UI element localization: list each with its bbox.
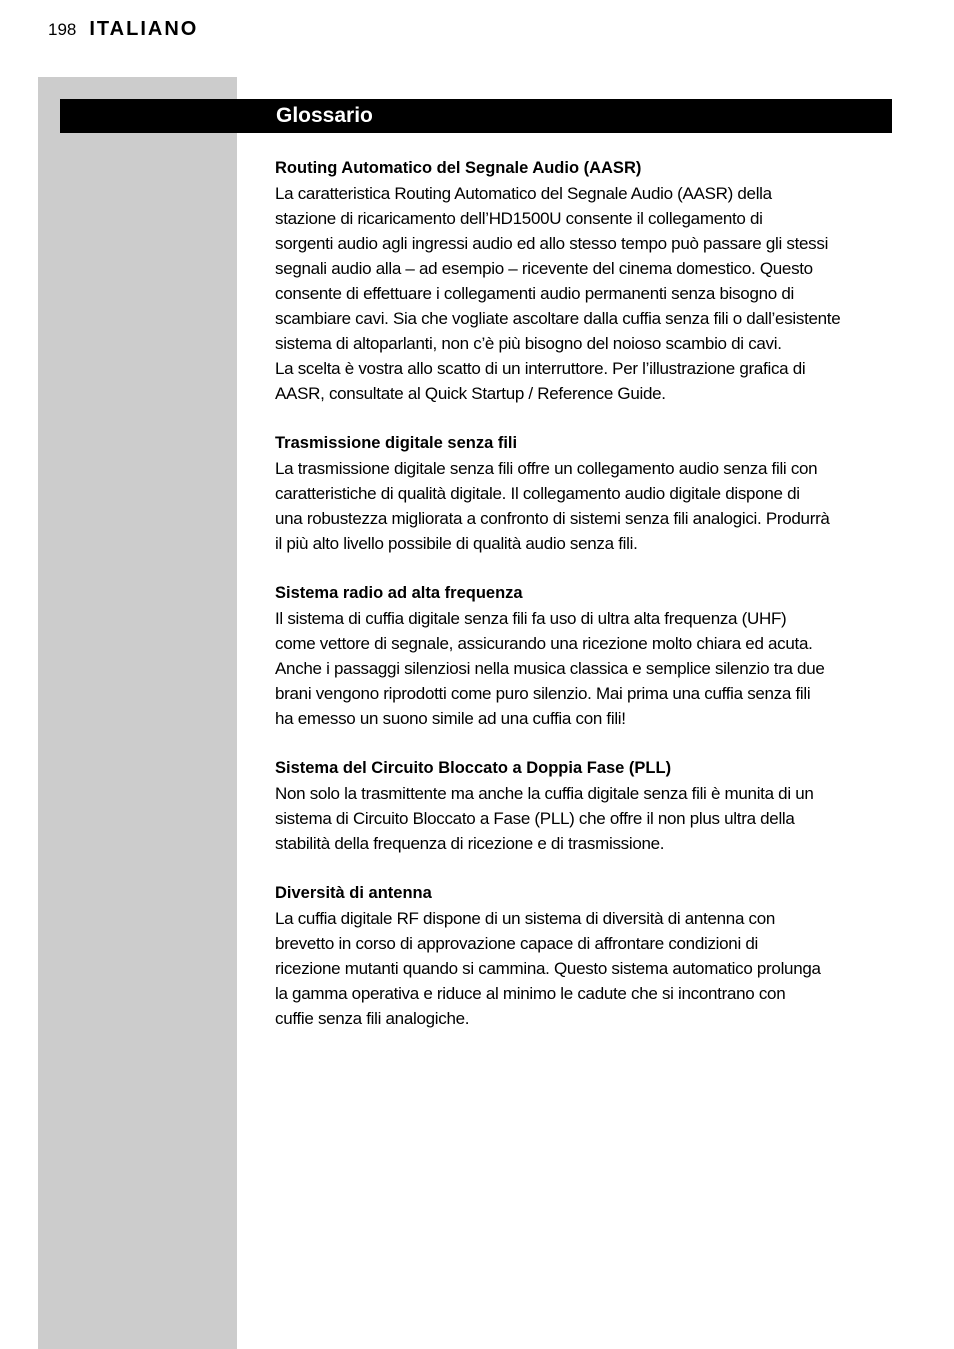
- definition-line: come vettore di segnale, assicurando una ricezione molto chiara ed acuta.: [275, 634, 813, 653]
- definition-line: sistema di altoparlanti, non c’è più bisogno del noioso scambio di cavi.: [275, 334, 782, 353]
- glossary-definition: [275, 181, 893, 406]
- definition-line: AASR, consultate al Quick Startup / Reference Guide.: [275, 384, 666, 403]
- page-number: 198: [48, 20, 77, 39]
- page-header: [48, 18, 198, 48]
- definition-line: Il sistema di cuffia digitale senza fili fa uso di ultra alta frequenza (UHF): [275, 609, 787, 628]
- definition-line: La trasmissione digitale senza fili offre un collegamento audio senza fili con: [275, 459, 818, 478]
- definition-line: il più alto livello possibile di qualità audio senza fili.: [275, 534, 638, 553]
- glossary-entry: [275, 756, 893, 856]
- definition-line: brevetto in corso di approvazione capace di affrontare condizioni di: [275, 934, 758, 953]
- glossary-term: Trasmissione digitale senza fili: [275, 434, 518, 452]
- definition-line: La scelta è vostra allo scatto di un interruttore. Per l’illustrazione grafica di: [275, 359, 806, 378]
- glossary-entry: [275, 156, 893, 406]
- glossary-term: Diversità di antenna: [275, 884, 432, 902]
- definition-line: scambiare cavi. Sia che vogliate ascoltare dalla cuffia senza fili o dall’esistente: [275, 309, 841, 328]
- language-label: ITALIANO: [89, 18, 199, 40]
- definition-line: segnali audio alla – ad esempio – ricevente del cinema domestico. Questo: [275, 259, 813, 278]
- definition-line: stazione di ricaricamento dell’HD1500U consente il collegamento di: [275, 209, 763, 228]
- definition-line: La cuffia digitale RF dispone di un sistema di diversità di antenna con: [275, 909, 776, 928]
- section-title: Glossario: [276, 104, 373, 127]
- glossary-entry: [275, 581, 893, 731]
- sidebar-band: [38, 77, 237, 1349]
- definition-line: una robustezza migliorata a confronto di sistemi senza fili analogici. Produrrà: [275, 509, 830, 528]
- definition-line: Non solo la trasmittente ma anche la cuffia digitale senza fili è munita di un: [275, 784, 814, 803]
- glossary-content: [275, 156, 893, 1056]
- definition-line: caratteristiche di qualità digitale. Il collegamento audio digitale dispone di: [275, 484, 800, 503]
- definition-line: la gamma operativa e riduce al minimo le cadute che si incontrano con: [275, 984, 786, 1003]
- glossary-definition: [275, 906, 893, 1031]
- definition-line: sistema di Circuito Bloccato a Fase (PLL) che offre il non plus ultra della: [275, 809, 795, 828]
- glossary-entry: [275, 431, 893, 556]
- glossary-definition: [275, 781, 893, 856]
- definition-line: cuffie senza fili analogiche.: [275, 1009, 470, 1028]
- definition-line: stabilità della frequenza di ricezione e di trasmissione.: [275, 834, 665, 853]
- glossary-term: Routing Automatico del Segnale Audio (AASR): [275, 159, 642, 177]
- definition-line: ricezione mutanti quando si cammina. Questo sistema automatico prolunga: [275, 959, 821, 978]
- glossary-definition: [275, 456, 893, 556]
- glossary-definition: [275, 606, 893, 731]
- glossary-entry: [275, 881, 893, 1031]
- glossary-term: Sistema radio ad alta frequenza: [275, 584, 523, 602]
- section-title-bar: [60, 99, 892, 133]
- definition-line: consente di effettuare i collegamenti audio permanenti senza bisogno di: [275, 284, 794, 303]
- definition-line: ha emesso un suono simile ad una cuffia con fili!: [275, 709, 626, 728]
- definition-line: Anche i passaggi silenziosi nella musica classica e semplice silenzio tra due: [275, 659, 825, 678]
- definition-line: sorgenti audio agli ingressi audio ed allo stesso tempo può passare gli stessi: [275, 234, 829, 253]
- definition-line: La caratteristica Routing Automatico del Segnale Audio (AASR) della: [275, 184, 772, 203]
- glossary-term: Sistema del Circuito Bloccato a Doppia Fase (PLL): [275, 759, 672, 777]
- definition-line: brani vengono riprodotti come puro silenzio. Mai prima una cuffia senza fili: [275, 684, 811, 703]
